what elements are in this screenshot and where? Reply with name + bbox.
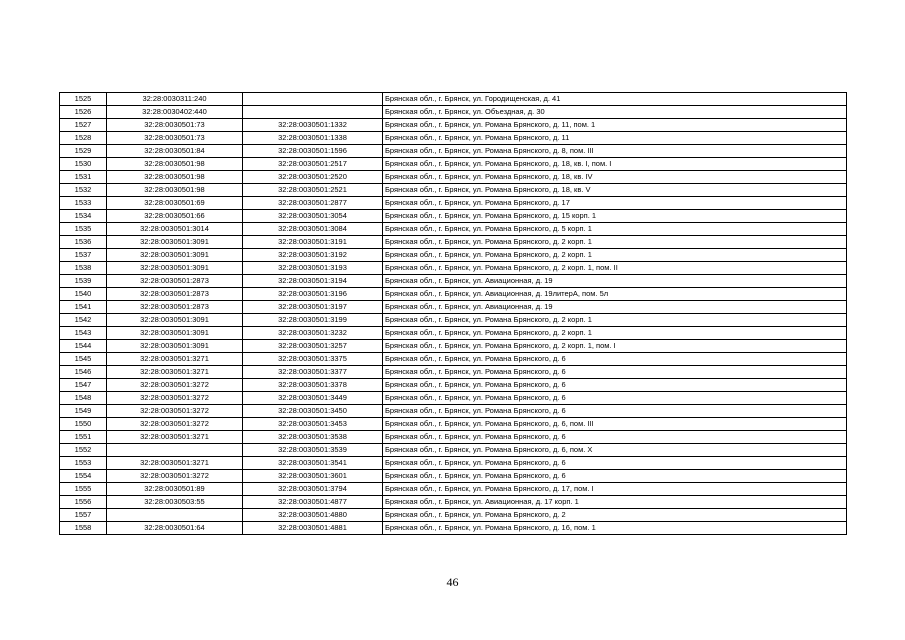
- land-cadastral-number-cell: 32:28:0030501:2873: [107, 275, 243, 288]
- object-cadastral-number-cell: 32:28:0030501:3257: [243, 340, 383, 353]
- object-cadastral-number-cell: [243, 106, 383, 119]
- table-row: [60, 470, 847, 483]
- land-cadastral-number-cell: 32:28:0030501:69: [107, 197, 243, 210]
- object-cadastral-number-cell: 32:28:0030501:3378: [243, 379, 383, 392]
- address-cell: Брянская обл., г. Брянск, ул. Объездная, д. 30: [383, 106, 847, 119]
- table-row: [60, 379, 847, 392]
- land-cadastral-number-cell: 32:28:0030503:55: [107, 496, 243, 509]
- address-cell: Брянская обл., г. Брянск, ул. Романа Брянского, д. 6: [383, 405, 847, 418]
- object-cadastral-number-cell: 32:28:0030501:1332: [243, 119, 383, 132]
- table-row: [60, 431, 847, 444]
- table-row: [60, 197, 847, 210]
- row-number-cell: 1553: [60, 457, 107, 470]
- row-number-cell: 1538: [60, 262, 107, 275]
- row-number-cell: 1554: [60, 470, 107, 483]
- object-cadastral-number-cell: 32:28:0030501:3794: [243, 483, 383, 496]
- address-cell: Брянская обл., г. Брянск, ул. Романа Брянского, д. 6: [383, 353, 847, 366]
- land-cadastral-number-cell: 32:28:0030501:66: [107, 210, 243, 223]
- address-cell: Брянская обл., г. Брянск, ул. Романа Брянского, д. 15 корп. 1: [383, 210, 847, 223]
- row-number-cell: 1541: [60, 301, 107, 314]
- land-cadastral-number-cell: 32:28:0030501:2873: [107, 301, 243, 314]
- address-cell: Брянская обл., г. Брянск, ул. Романа Брянского, д. 11, пом. 1: [383, 119, 847, 132]
- table-row: [60, 132, 847, 145]
- table-row: [60, 496, 847, 509]
- object-cadastral-number-cell: 32:28:0030501:3192: [243, 249, 383, 262]
- object-cadastral-number-cell: 32:28:0030501:3191: [243, 236, 383, 249]
- address-cell: Брянская обл., г. Брянск, ул. Романа Брянского, д. 2 корп. 1, пом. II: [383, 262, 847, 275]
- table-row: [60, 210, 847, 223]
- table-row: [60, 275, 847, 288]
- table-row: [60, 158, 847, 171]
- land-cadastral-number-cell: 32:28:0030501:3272: [107, 470, 243, 483]
- row-number-cell: 1546: [60, 366, 107, 379]
- address-cell: Брянская обл., г. Брянск, ул. Городищенская, д. 41: [383, 93, 847, 106]
- land-cadastral-number-cell: [107, 444, 243, 457]
- row-number-cell: 1527: [60, 119, 107, 132]
- object-cadastral-number-cell: 32:28:0030501:1338: [243, 132, 383, 145]
- land-cadastral-number-cell: 32:28:0030501:84: [107, 145, 243, 158]
- land-cadastral-number-cell: 32:28:0030501:3272: [107, 418, 243, 431]
- object-cadastral-number-cell: 32:28:0030501:3449: [243, 392, 383, 405]
- address-cell: Брянская обл., г. Брянск, ул. Авиационная, д. 19: [383, 275, 847, 288]
- land-cadastral-number-cell: 32:28:0030501:3272: [107, 405, 243, 418]
- table-row: [60, 483, 847, 496]
- table-row: [60, 288, 847, 301]
- table-row: [60, 366, 847, 379]
- object-cadastral-number-cell: 32:28:0030501:3196: [243, 288, 383, 301]
- land-cadastral-number-cell: 32:28:0030501:98: [107, 171, 243, 184]
- table-row: [60, 301, 847, 314]
- object-cadastral-number-cell: 32:28:0030501:4881: [243, 522, 383, 535]
- object-cadastral-number-cell: [243, 93, 383, 106]
- table-row: [60, 145, 847, 158]
- table-row: [60, 262, 847, 275]
- table-row: [60, 327, 847, 340]
- address-cell: Брянская обл., г. Брянск, ул. Романа Брянского, д. 17, пом. I: [383, 483, 847, 496]
- table-row: [60, 223, 847, 236]
- object-cadastral-number-cell: 32:28:0030501:3375: [243, 353, 383, 366]
- object-cadastral-number-cell: 32:28:0030501:3054: [243, 210, 383, 223]
- address-cell: Брянская обл., г. Брянск, ул. Романа Брянского, д. 16, пом. 1: [383, 522, 847, 535]
- land-cadastral-number-cell: 32:28:0030501:73: [107, 119, 243, 132]
- property-table: [59, 92, 847, 535]
- address-cell: Брянская обл., г. Брянск, ул. Романа Брянского, д. 6: [383, 470, 847, 483]
- land-cadastral-number-cell: 32:28:0030501:3014: [107, 223, 243, 236]
- row-number-cell: 1536: [60, 236, 107, 249]
- page-number: 46: [446, 575, 459, 589]
- table-row: [60, 184, 847, 197]
- land-cadastral-number-cell: 32:28:0030402:440: [107, 106, 243, 119]
- address-cell: Брянская обл., г. Брянск, ул. Романа Брянского, д. 2: [383, 509, 847, 522]
- row-number-cell: 1530: [60, 158, 107, 171]
- row-number-cell: 1558: [60, 522, 107, 535]
- row-number-cell: 1556: [60, 496, 107, 509]
- address-cell: Брянская обл., г. Брянск, ул. Романа Брянского, д. 6: [383, 379, 847, 392]
- address-cell: Брянская обл., г. Брянск, ул. Романа Брянского, д. 5 корп. 1: [383, 223, 847, 236]
- land-cadastral-number-cell: 32:28:0030501:73: [107, 132, 243, 145]
- land-cadastral-number-cell: 32:28:0030501:3271: [107, 457, 243, 470]
- object-cadastral-number-cell: 32:28:0030501:3193: [243, 262, 383, 275]
- address-cell: Брянская обл., г. Брянск, ул. Романа Брянского, д. 18, кв. IV: [383, 171, 847, 184]
- address-cell: Брянская обл., г. Брянск, ул. Романа Брянского, д. 2 корп. 1: [383, 327, 847, 340]
- object-cadastral-number-cell: 32:28:0030501:3377: [243, 366, 383, 379]
- table-row: [60, 236, 847, 249]
- land-cadastral-number-cell: 32:28:0030501:98: [107, 158, 243, 171]
- object-cadastral-number-cell: 32:28:0030501:2521: [243, 184, 383, 197]
- table-row: [60, 522, 847, 535]
- row-number-cell: 1544: [60, 340, 107, 353]
- address-cell: Брянская обл., г. Брянск, ул. Романа Брянского, д. 18, кв. V: [383, 184, 847, 197]
- table-row: [60, 353, 847, 366]
- address-cell: Брянская обл., г. Брянск, ул. Романа Брянского, д. 2 корп. 1: [383, 314, 847, 327]
- table-row: [60, 119, 847, 132]
- address-cell: Брянская обл., г. Брянск, ул. Авиационная, д. 19: [383, 301, 847, 314]
- land-cadastral-number-cell: 32:28:0030501:2873: [107, 288, 243, 301]
- address-cell: Брянская обл., г. Брянск, ул. Романа Брянского, д. 17: [383, 197, 847, 210]
- row-number-cell: 1529: [60, 145, 107, 158]
- object-cadastral-number-cell: 32:28:0030501:2517: [243, 158, 383, 171]
- row-number-cell: 1531: [60, 171, 107, 184]
- address-cell: Брянская обл., г. Брянск, ул. Романа Брянского, д. 6, пом. X: [383, 444, 847, 457]
- object-cadastral-number-cell: 32:28:0030501:3453: [243, 418, 383, 431]
- row-number-cell: 1551: [60, 431, 107, 444]
- object-cadastral-number-cell: 32:28:0030501:3450: [243, 405, 383, 418]
- table-row: [60, 106, 847, 119]
- object-cadastral-number-cell: 32:28:0030501:2520: [243, 171, 383, 184]
- table-row: [60, 340, 847, 353]
- object-cadastral-number-cell: 32:28:0030501:4877: [243, 496, 383, 509]
- land-cadastral-number-cell: 32:28:0030501:3271: [107, 431, 243, 444]
- table-row: [60, 93, 847, 106]
- land-cadastral-number-cell: 32:28:0030501:3091: [107, 249, 243, 262]
- table-row: [60, 405, 847, 418]
- object-cadastral-number-cell: 32:28:0030501:3194: [243, 275, 383, 288]
- address-cell: Брянская обл., г. Брянск, ул. Романа Брянского, д. 6, пом. III: [383, 418, 847, 431]
- row-number-cell: 1525: [60, 93, 107, 106]
- row-number-cell: 1557: [60, 509, 107, 522]
- land-cadastral-number-cell: 32:28:0030501:3271: [107, 366, 243, 379]
- row-number-cell: 1540: [60, 288, 107, 301]
- row-number-cell: 1537: [60, 249, 107, 262]
- object-cadastral-number-cell: 32:28:0030501:2877: [243, 197, 383, 210]
- land-cadastral-number-cell: 32:28:0030311:240: [107, 93, 243, 106]
- land-cadastral-number-cell: [107, 509, 243, 522]
- table-row: [60, 249, 847, 262]
- land-cadastral-number-cell: 32:28:0030501:3272: [107, 379, 243, 392]
- land-cadastral-number-cell: 32:28:0030501:64: [107, 522, 243, 535]
- land-cadastral-number-cell: 32:28:0030501:3091: [107, 236, 243, 249]
- object-cadastral-number-cell: 32:28:0030501:3232: [243, 327, 383, 340]
- row-number-cell: 1534: [60, 210, 107, 223]
- address-cell: Брянская обл., г. Брянск, ул. Романа Брянского, д. 6: [383, 457, 847, 470]
- object-cadastral-number-cell: 32:28:0030501:3538: [243, 431, 383, 444]
- object-cadastral-number-cell: 32:28:0030501:3199: [243, 314, 383, 327]
- land-cadastral-number-cell: 32:28:0030501:89: [107, 483, 243, 496]
- land-cadastral-number-cell: 32:28:0030501:3271: [107, 353, 243, 366]
- address-cell: Брянская обл., г. Брянск, ул. Романа Брянского, д. 2 корп. 1: [383, 249, 847, 262]
- table-row: [60, 457, 847, 470]
- table-row: [60, 509, 847, 522]
- land-cadastral-number-cell: 32:28:0030501:3091: [107, 262, 243, 275]
- address-cell: Брянская обл., г. Брянск, ул. Романа Брянского, д. 2 корп. 1, пом. I: [383, 340, 847, 353]
- land-cadastral-number-cell: 32:28:0030501:3091: [107, 327, 243, 340]
- address-cell: Брянская обл., г. Брянск, ул. Романа Брянского, д. 6: [383, 392, 847, 405]
- row-number-cell: 1528: [60, 132, 107, 145]
- object-cadastral-number-cell: 32:28:0030501:3539: [243, 444, 383, 457]
- row-number-cell: 1555: [60, 483, 107, 496]
- property-table-body: [60, 93, 847, 535]
- land-cadastral-number-cell: 32:28:0030501:3091: [107, 340, 243, 353]
- row-number-cell: 1535: [60, 223, 107, 236]
- object-cadastral-number-cell: 32:28:0030501:3541: [243, 457, 383, 470]
- table-row: [60, 444, 847, 457]
- address-cell: Брянская обл., г. Брянск, ул. Авиационная, д. 19литерА, пом. 5л: [383, 288, 847, 301]
- address-cell: Брянская обл., г. Брянск, ул. Романа Брянского, д. 6: [383, 431, 847, 444]
- address-cell: Брянская обл., г. Брянск, ул. Авиационная, д. 17 корп. 1: [383, 496, 847, 509]
- row-number-cell: 1533: [60, 197, 107, 210]
- row-number-cell: 1545: [60, 353, 107, 366]
- object-cadastral-number-cell: 32:28:0030501:3197: [243, 301, 383, 314]
- table-row: [60, 418, 847, 431]
- row-number-cell: 1548: [60, 392, 107, 405]
- object-cadastral-number-cell: 32:28:0030501:3084: [243, 223, 383, 236]
- land-cadastral-number-cell: 32:28:0030501:3091: [107, 314, 243, 327]
- land-cadastral-number-cell: 32:28:0030501:3272: [107, 392, 243, 405]
- row-number-cell: 1539: [60, 275, 107, 288]
- row-number-cell: 1547: [60, 379, 107, 392]
- object-cadastral-number-cell: 32:28:0030501:1596: [243, 145, 383, 158]
- row-number-cell: 1542: [60, 314, 107, 327]
- address-cell: Брянская обл., г. Брянск, ул. Романа Брянского, д. 18, кв. I, пом. I: [383, 158, 847, 171]
- row-number-cell: 1550: [60, 418, 107, 431]
- land-cadastral-number-cell: 32:28:0030501:98: [107, 184, 243, 197]
- object-cadastral-number-cell: 32:28:0030501:3601: [243, 470, 383, 483]
- row-number-cell: 1543: [60, 327, 107, 340]
- table-row: [60, 171, 847, 184]
- row-number-cell: 1526: [60, 106, 107, 119]
- address-cell: Брянская обл., г. Брянск, ул. Романа Брянского, д. 8, пом. III: [383, 145, 847, 158]
- table-row: [60, 392, 847, 405]
- table-row: [60, 314, 847, 327]
- row-number-cell: 1532: [60, 184, 107, 197]
- row-number-cell: 1549: [60, 405, 107, 418]
- address-cell: Брянская обл., г. Брянск, ул. Романа Брянского, д. 2 корп. 1: [383, 236, 847, 249]
- address-cell: Брянская обл., г. Брянск, ул. Романа Брянского, д. 6: [383, 366, 847, 379]
- address-cell: Брянская обл., г. Брянск, ул. Романа Брянского, д. 11: [383, 132, 847, 145]
- object-cadastral-number-cell: 32:28:0030501:4880: [243, 509, 383, 522]
- row-number-cell: 1552: [60, 444, 107, 457]
